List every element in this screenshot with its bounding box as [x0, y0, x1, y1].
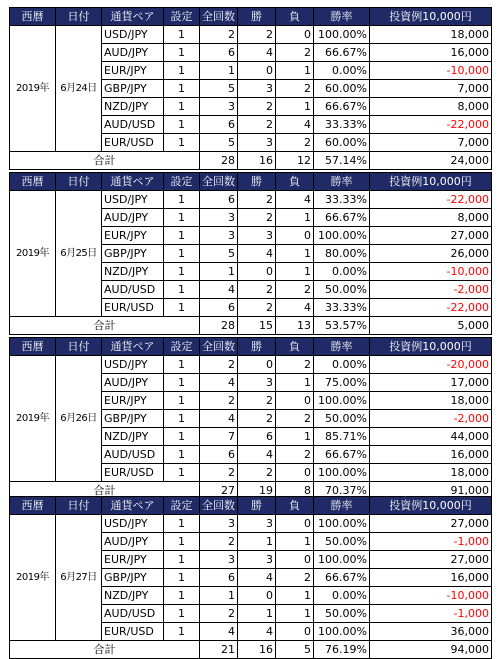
total-cell: 2 — [200, 605, 238, 623]
pair-cell: EUR/JPY — [102, 392, 164, 410]
total-profit-cell: 94,000 — [370, 641, 492, 659]
win-rate-cell: 0.00% — [314, 356, 370, 374]
profit-cell: 27,000 — [370, 227, 492, 245]
total-cell: 1 — [200, 587, 238, 605]
loss-cell: 2 — [276, 410, 314, 428]
win-rate-cell: 66.67% — [314, 569, 370, 587]
column-header: 勝率 — [314, 497, 370, 515]
total-win-cell: 16 — [238, 152, 276, 170]
setting-cell: 1 — [164, 464, 200, 482]
win-cell: 0 — [238, 587, 276, 605]
header-row — [10, 338, 492, 356]
setting-cell: 1 — [164, 263, 200, 281]
win-rate-cell: 0.00% — [314, 62, 370, 80]
win-rate-cell: 100.00% — [314, 464, 370, 482]
total-count-cell: 21 — [200, 641, 238, 659]
date-cell: 6月25日 — [56, 191, 102, 317]
profit-cell: -10,000 — [370, 263, 492, 281]
column-header: 設定 — [164, 8, 200, 26]
column-header: 投資例10,000円 — [370, 173, 492, 191]
year-cell: 2019年 — [10, 191, 56, 317]
total-row — [10, 152, 492, 170]
win-cell: 3 — [238, 551, 276, 569]
column-header: 全回数 — [200, 173, 238, 191]
profit-cell: 16,000 — [370, 446, 492, 464]
header-row — [10, 497, 492, 515]
table-row — [10, 26, 492, 44]
setting-cell: 1 — [164, 281, 200, 299]
day-results-table — [9, 496, 492, 659]
win-cell: 4 — [238, 623, 276, 641]
column-header: 日付 — [56, 8, 102, 26]
loss-cell: 0 — [276, 464, 314, 482]
pair-cell: AUD/USD — [102, 446, 164, 464]
win-cell: 2 — [238, 116, 276, 134]
year-cell: 2019年 — [10, 26, 56, 152]
total-cell: 1 — [200, 62, 238, 80]
total-profit-cell: 91,000 — [370, 482, 492, 500]
win-cell: 2 — [238, 98, 276, 116]
loss-cell: 1 — [276, 209, 314, 227]
total-cell: 4 — [200, 374, 238, 392]
pair-cell: AUD/USD — [102, 116, 164, 134]
profit-cell: 17,000 — [370, 374, 492, 392]
loss-cell: 0 — [276, 227, 314, 245]
win-rate-cell: 33.33% — [314, 299, 370, 317]
header-row — [10, 173, 492, 191]
pair-cell: USD/JPY — [102, 191, 164, 209]
column-header: 西暦 — [10, 338, 56, 356]
loss-cell: 1 — [276, 587, 314, 605]
win-cell: 3 — [238, 374, 276, 392]
pair-cell: AUD/JPY — [102, 374, 164, 392]
profit-cell: 27,000 — [370, 515, 492, 533]
win-cell: 1 — [238, 605, 276, 623]
total-cell: 7 — [200, 428, 238, 446]
total-profit-cell: 24,000 — [370, 152, 492, 170]
profit-cell: -2,000 — [370, 281, 492, 299]
column-header: 勝 — [238, 8, 276, 26]
total-win-cell: 15 — [238, 317, 276, 335]
total-win-cell: 16 — [238, 641, 276, 659]
column-header: 勝 — [238, 497, 276, 515]
profit-cell: 18,000 — [370, 464, 492, 482]
setting-cell: 1 — [164, 533, 200, 551]
total-cell: 2 — [200, 392, 238, 410]
loss-cell: 1 — [276, 98, 314, 116]
date-cell: 6月26日 — [56, 356, 102, 482]
column-header: 勝率 — [314, 8, 370, 26]
win-rate-cell: 50.00% — [314, 605, 370, 623]
loss-cell: 1 — [276, 245, 314, 263]
pair-cell: NZD/JPY — [102, 98, 164, 116]
loss-cell: 2 — [276, 356, 314, 374]
total-cell: 6 — [200, 569, 238, 587]
setting-cell: 1 — [164, 623, 200, 641]
pair-cell: NZD/JPY — [102, 587, 164, 605]
setting-cell: 1 — [164, 356, 200, 374]
win-cell: 2 — [238, 464, 276, 482]
pair-cell: GBP/JPY — [102, 80, 164, 98]
win-rate-cell: 50.00% — [314, 410, 370, 428]
header-row — [10, 8, 492, 26]
profit-cell: -2,000 — [370, 410, 492, 428]
column-header: 通貨ペア — [102, 338, 164, 356]
total-cell: 3 — [200, 227, 238, 245]
total-cell: 6 — [200, 191, 238, 209]
loss-cell: 0 — [276, 551, 314, 569]
profit-cell: 16,000 — [370, 44, 492, 62]
profit-cell: 7,000 — [370, 80, 492, 98]
column-header: 設定 — [164, 173, 200, 191]
pair-cell: USD/JPY — [102, 26, 164, 44]
win-cell: 3 — [238, 515, 276, 533]
win-rate-cell: 80.00% — [314, 245, 370, 263]
total-count-cell: 28 — [200, 152, 238, 170]
setting-cell: 1 — [164, 134, 200, 152]
loss-cell: 2 — [276, 569, 314, 587]
loss-cell: 2 — [276, 446, 314, 464]
win-cell: 4 — [238, 569, 276, 587]
total-loss-cell: 8 — [276, 482, 314, 500]
loss-cell: 1 — [276, 263, 314, 281]
profit-cell: -10,000 — [370, 62, 492, 80]
win-cell: 2 — [238, 26, 276, 44]
total-cell: 6 — [200, 116, 238, 134]
win-cell: 2 — [238, 281, 276, 299]
loss-cell: 4 — [276, 116, 314, 134]
setting-cell: 1 — [164, 26, 200, 44]
pair-cell: NZD/JPY — [102, 428, 164, 446]
column-header: 西暦 — [10, 8, 56, 26]
profit-cell: -22,000 — [370, 116, 492, 134]
column-header: 負 — [276, 338, 314, 356]
total-rate-cell: 57.14% — [314, 152, 370, 170]
year-cell: 2019年 — [10, 356, 56, 482]
win-cell: 4 — [238, 446, 276, 464]
loss-cell: 2 — [276, 44, 314, 62]
win-cell: 0 — [238, 356, 276, 374]
win-rate-cell: 60.00% — [314, 80, 370, 98]
column-header: 投資例10,000円 — [370, 8, 492, 26]
profit-cell: -10,000 — [370, 587, 492, 605]
pair-cell: EUR/JPY — [102, 551, 164, 569]
year-cell: 2019年 — [10, 515, 56, 641]
setting-cell: 1 — [164, 428, 200, 446]
total-cell: 4 — [200, 281, 238, 299]
loss-cell: 1 — [276, 605, 314, 623]
column-header: 勝率 — [314, 173, 370, 191]
total-loss-cell: 13 — [276, 317, 314, 335]
profit-cell: 36,000 — [370, 623, 492, 641]
column-header: 日付 — [56, 338, 102, 356]
day-results-table — [9, 337, 492, 500]
total-cell: 5 — [200, 245, 238, 263]
total-win-cell: 19 — [238, 482, 276, 500]
column-header: 通貨ペア — [102, 8, 164, 26]
win-rate-cell: 60.00% — [314, 134, 370, 152]
loss-cell: 0 — [276, 26, 314, 44]
win-cell: 2 — [238, 392, 276, 410]
setting-cell: 1 — [164, 191, 200, 209]
loss-cell: 0 — [276, 623, 314, 641]
day-results-table — [9, 172, 492, 335]
total-cell: 3 — [200, 515, 238, 533]
setting-cell: 1 — [164, 587, 200, 605]
total-label: 合計 — [10, 317, 200, 335]
total-loss-cell: 12 — [276, 152, 314, 170]
setting-cell: 1 — [164, 299, 200, 317]
win-rate-cell: 50.00% — [314, 533, 370, 551]
pair-cell: EUR/JPY — [102, 227, 164, 245]
setting-cell: 1 — [164, 605, 200, 623]
column-header: 投資例10,000円 — [370, 338, 492, 356]
profit-cell: 18,000 — [370, 392, 492, 410]
column-header: 全回数 — [200, 497, 238, 515]
win-cell: 0 — [238, 263, 276, 281]
column-header: 西暦 — [10, 497, 56, 515]
profit-cell: -20,000 — [370, 356, 492, 374]
setting-cell: 1 — [164, 116, 200, 134]
loss-cell: 1 — [276, 374, 314, 392]
win-rate-cell: 66.67% — [314, 209, 370, 227]
table-row — [10, 356, 492, 374]
win-rate-cell: 0.00% — [314, 587, 370, 605]
total-cell: 6 — [200, 44, 238, 62]
win-cell: 0 — [238, 62, 276, 80]
pair-cell: AUD/USD — [102, 605, 164, 623]
total-rate-cell: 70.37% — [314, 482, 370, 500]
profit-cell: 26,000 — [370, 245, 492, 263]
column-header: 全回数 — [200, 338, 238, 356]
profit-cell: 18,000 — [370, 26, 492, 44]
pair-cell: EUR/USD — [102, 464, 164, 482]
loss-cell: 2 — [276, 134, 314, 152]
pair-cell: AUD/JPY — [102, 209, 164, 227]
loss-cell: 4 — [276, 191, 314, 209]
loss-cell: 2 — [276, 281, 314, 299]
total-cell: 4 — [200, 623, 238, 641]
win-cell: 4 — [238, 245, 276, 263]
total-count-cell: 28 — [200, 317, 238, 335]
total-cell: 2 — [200, 464, 238, 482]
column-header: 西暦 — [10, 173, 56, 191]
win-rate-cell: 50.00% — [314, 281, 370, 299]
win-cell: 6 — [238, 428, 276, 446]
total-cell: 2 — [200, 26, 238, 44]
total-cell: 5 — [200, 134, 238, 152]
win-rate-cell: 33.33% — [314, 191, 370, 209]
total-cell: 1 — [200, 263, 238, 281]
win-rate-cell: 100.00% — [314, 26, 370, 44]
total-cell: 3 — [200, 98, 238, 116]
win-cell: 4 — [238, 44, 276, 62]
loss-cell: 0 — [276, 392, 314, 410]
win-cell: 1 — [238, 533, 276, 551]
day-results-table — [9, 7, 492, 170]
setting-cell: 1 — [164, 515, 200, 533]
total-cell: 2 — [200, 533, 238, 551]
pair-cell: USD/JPY — [102, 515, 164, 533]
profit-cell: -1,000 — [370, 533, 492, 551]
total-count-cell: 27 — [200, 482, 238, 500]
setting-cell: 1 — [164, 62, 200, 80]
column-header: 全回数 — [200, 8, 238, 26]
total-label: 合計 — [10, 641, 200, 659]
loss-cell: 1 — [276, 533, 314, 551]
table-row — [10, 191, 492, 209]
profit-cell: 8,000 — [370, 209, 492, 227]
profit-cell: 7,000 — [370, 134, 492, 152]
win-rate-cell: 100.00% — [314, 227, 370, 245]
win-cell: 3 — [238, 227, 276, 245]
profit-cell: -1,000 — [370, 605, 492, 623]
column-header: 負 — [276, 8, 314, 26]
column-header: 設定 — [164, 497, 200, 515]
column-header: 通貨ペア — [102, 173, 164, 191]
pair-cell: EUR/USD — [102, 134, 164, 152]
column-header: 負 — [276, 173, 314, 191]
total-cell: 5 — [200, 80, 238, 98]
total-rate-cell: 76.19% — [314, 641, 370, 659]
date-cell: 6月27日 — [56, 515, 102, 641]
setting-cell: 1 — [164, 227, 200, 245]
win-cell: 2 — [238, 410, 276, 428]
total-cell: 6 — [200, 446, 238, 464]
win-rate-cell: 100.00% — [314, 551, 370, 569]
loss-cell: 0 — [276, 515, 314, 533]
setting-cell: 1 — [164, 245, 200, 263]
win-rate-cell: 85.71% — [314, 428, 370, 446]
setting-cell: 1 — [164, 569, 200, 587]
setting-cell: 1 — [164, 392, 200, 410]
column-header: 負 — [276, 497, 314, 515]
loss-cell: 1 — [276, 428, 314, 446]
total-cell: 3 — [200, 209, 238, 227]
setting-cell: 1 — [164, 44, 200, 62]
loss-cell: 2 — [276, 80, 314, 98]
win-rate-cell: 75.00% — [314, 374, 370, 392]
setting-cell: 1 — [164, 209, 200, 227]
win-rate-cell: 100.00% — [314, 515, 370, 533]
win-cell: 3 — [238, 134, 276, 152]
total-label: 合計 — [10, 482, 200, 500]
pair-cell: NZD/JPY — [102, 263, 164, 281]
total-cell: 6 — [200, 299, 238, 317]
win-rate-cell: 33.33% — [314, 116, 370, 134]
win-rate-cell: 100.00% — [314, 623, 370, 641]
column-header: 勝 — [238, 338, 276, 356]
total-cell: 3 — [200, 551, 238, 569]
column-header: 設定 — [164, 338, 200, 356]
table-row — [10, 515, 492, 533]
date-cell: 6月24日 — [56, 26, 102, 152]
profit-cell: 44,000 — [370, 428, 492, 446]
setting-cell: 1 — [164, 374, 200, 392]
column-header: 日付 — [56, 173, 102, 191]
pair-cell: GBP/JPY — [102, 569, 164, 587]
profit-cell: -22,000 — [370, 191, 492, 209]
column-header: 投資例10,000円 — [370, 497, 492, 515]
win-cell: 2 — [238, 299, 276, 317]
pair-cell: GBP/JPY — [102, 410, 164, 428]
loss-cell: 1 — [276, 62, 314, 80]
win-rate-cell: 66.67% — [314, 44, 370, 62]
setting-cell: 1 — [164, 551, 200, 569]
profit-cell: 27,000 — [370, 551, 492, 569]
total-cell: 4 — [200, 410, 238, 428]
total-label: 合計 — [10, 152, 200, 170]
win-rate-cell: 100.00% — [314, 392, 370, 410]
profit-cell: 8,000 — [370, 98, 492, 116]
win-cell: 2 — [238, 191, 276, 209]
total-row — [10, 317, 492, 335]
profit-cell: -22,000 — [370, 299, 492, 317]
total-profit-cell: 5,000 — [370, 317, 492, 335]
profit-cell: 16,000 — [370, 569, 492, 587]
total-cell: 2 — [200, 356, 238, 374]
win-rate-cell: 66.67% — [314, 446, 370, 464]
win-rate-cell: 66.67% — [314, 98, 370, 116]
total-row — [10, 641, 492, 659]
total-rate-cell: 53.57% — [314, 317, 370, 335]
pair-cell: EUR/JPY — [102, 62, 164, 80]
setting-cell: 1 — [164, 80, 200, 98]
column-header: 勝率 — [314, 338, 370, 356]
pair-cell: AUD/JPY — [102, 533, 164, 551]
column-header: 日付 — [56, 497, 102, 515]
win-cell: 3 — [238, 80, 276, 98]
setting-cell: 1 — [164, 98, 200, 116]
pair-cell: AUD/JPY — [102, 44, 164, 62]
column-header: 勝 — [238, 173, 276, 191]
pair-cell: AUD/USD — [102, 281, 164, 299]
column-header: 通貨ペア — [102, 497, 164, 515]
pair-cell: EUR/USD — [102, 299, 164, 317]
setting-cell: 1 — [164, 410, 200, 428]
win-cell: 2 — [238, 209, 276, 227]
pair-cell: USD/JPY — [102, 356, 164, 374]
pair-cell: EUR/USD — [102, 623, 164, 641]
loss-cell: 4 — [276, 299, 314, 317]
total-loss-cell: 5 — [276, 641, 314, 659]
setting-cell: 1 — [164, 446, 200, 464]
win-rate-cell: 0.00% — [314, 263, 370, 281]
pair-cell: GBP/JPY — [102, 245, 164, 263]
